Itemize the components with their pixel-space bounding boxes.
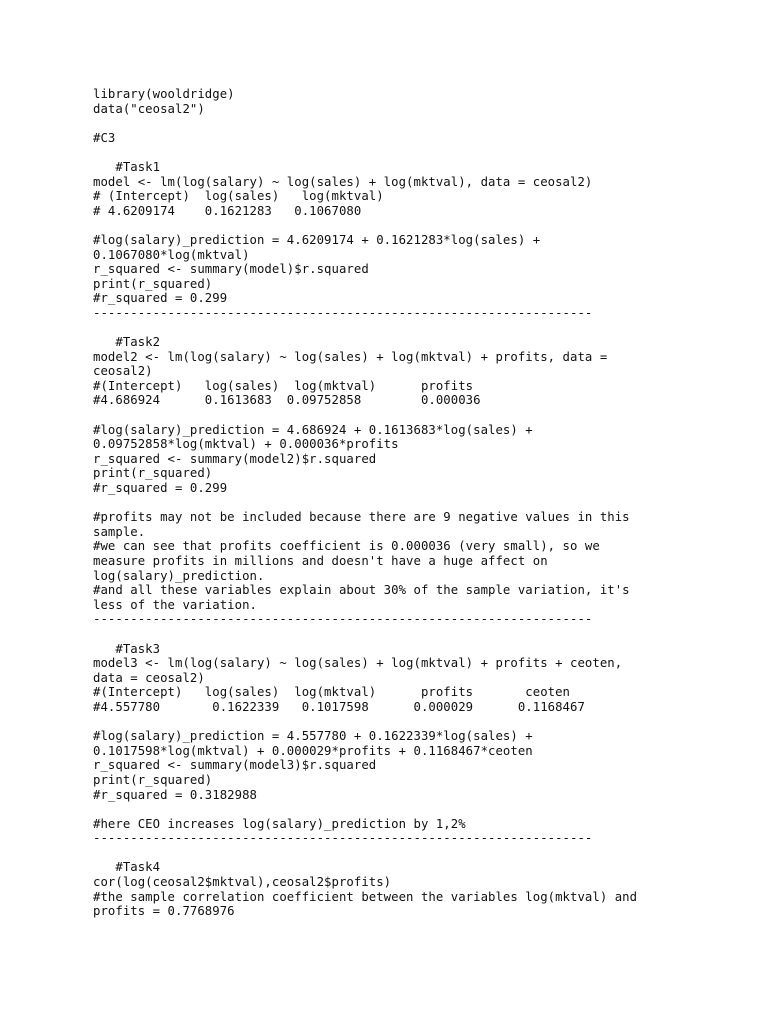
code-line: measure profits in millions and doesn't have a huge affect on (93, 554, 548, 568)
code-line: print(r_squared) (93, 772, 213, 787)
code-line: #Task1 (93, 159, 161, 174)
code-line: log(salary)_prediction. (93, 568, 265, 583)
code-line: r_squared <- summary(model2)$r.squared (93, 451, 377, 466)
code-line: #4.686924 0.1613683 0.09752858 0.000036 (93, 393, 481, 408)
code-line: #(Intercept) log(sales) log(mktval) profits (93, 378, 474, 393)
code-line: cor(log(ceosal2$mktval),ceosal2$profits) (93, 875, 392, 890)
code-line: print(r_squared) (93, 276, 213, 291)
code-line (93, 116, 693, 131)
code-line: print(r_squared) (93, 466, 213, 481)
code-line (93, 145, 693, 160)
code-line: ------------------------------------------------------------------- (93, 305, 593, 320)
code-line: data("ceosal2") (93, 101, 205, 116)
code-line (93, 218, 693, 233)
code-line: 0.09752858*log(mktval) + 0.000036*profits (93, 437, 399, 452)
code-line: ------------------------------------------------------------------- (93, 612, 593, 627)
code-line: # (Intercept) log(sales) log(mktval) (93, 189, 384, 204)
code-line: model <- lm(log(salary) ~ log(sales) + log(mktval), data = ceosal2) (93, 174, 593, 189)
code-line: library(wooldridge) (93, 87, 235, 101)
code-document (93, 87, 693, 919)
code-line: 0.1017598*log(mktval) + 0.000029*profits + 0.1168467*ceoten (93, 743, 533, 758)
code-line: sample. (93, 524, 146, 539)
code-line: data = ceosal2) (93, 670, 205, 685)
code-line: model3 <- lm(log(salary) ~ log(sales) + log(mktval) + profits + ceoten, (93, 656, 623, 671)
code-line: #Task2 (93, 335, 161, 350)
code-line: # 4.6209174 0.1621283 0.1067080 (93, 203, 362, 218)
code-line: #r_squared = 0.3182988 (93, 787, 257, 802)
code-line: #here CEO increases log(salary)_prediction by 1,2% (93, 816, 466, 831)
code-line (93, 496, 693, 511)
code-line: #r_squared = 0.299 (93, 291, 228, 306)
code-line: #r_squared = 0.299 (93, 481, 228, 496)
code-line: #we can see that profits coefficient is 0.000036 (very small), so we (93, 539, 600, 554)
code-line: #and all these variables explain about 30% of the sample variation, it's (93, 583, 630, 598)
code-line: model2 <- lm(log(salary) ~ log(sales) + log(mktval) + profits, data = (93, 349, 608, 364)
code-line (93, 715, 693, 730)
code-line: #C3 (93, 130, 116, 145)
code-line: #(Intercept) log(sales) log(mktval) profits ceoten (93, 685, 571, 700)
code-line: ------------------------------------------------------------------- (93, 831, 593, 846)
code-line: profits = 0.7768976 (93, 904, 235, 919)
code-line: #log(salary)_prediction = 4.6209174 + 0.1621283*log(sales) + (93, 232, 541, 247)
code-line: #profits may not be included because there are 9 negative values in this (93, 510, 630, 525)
code-line (93, 846, 693, 861)
code-line (93, 802, 693, 817)
code-line (93, 627, 693, 642)
code-line: #Task3 (93, 641, 161, 656)
code-line (93, 408, 693, 423)
code-line: r_squared <- summary(model)$r.squared (93, 262, 369, 277)
code-line: less of the variation. (93, 597, 257, 612)
code-line: #Task4 (93, 860, 161, 875)
code-line: #the sample correlation coefficient between the variables log(mktval) and (93, 889, 638, 904)
code-line: r_squared <- summary(model3)$r.squared (93, 758, 377, 773)
code-line (93, 321, 693, 336)
code-line: #4.557780 0.1622339 0.1017598 0.000029 0.1168467 (93, 699, 585, 714)
code-line: ceosal2) (93, 364, 153, 379)
code-line: #log(salary)_prediction = 4.686924 + 0.1613683*log(sales) + (93, 422, 533, 437)
code-line: 0.1067080*log(mktval) (93, 247, 250, 262)
code-line: #log(salary)_prediction = 4.557780 + 0.1622339*log(sales) + (93, 729, 533, 744)
